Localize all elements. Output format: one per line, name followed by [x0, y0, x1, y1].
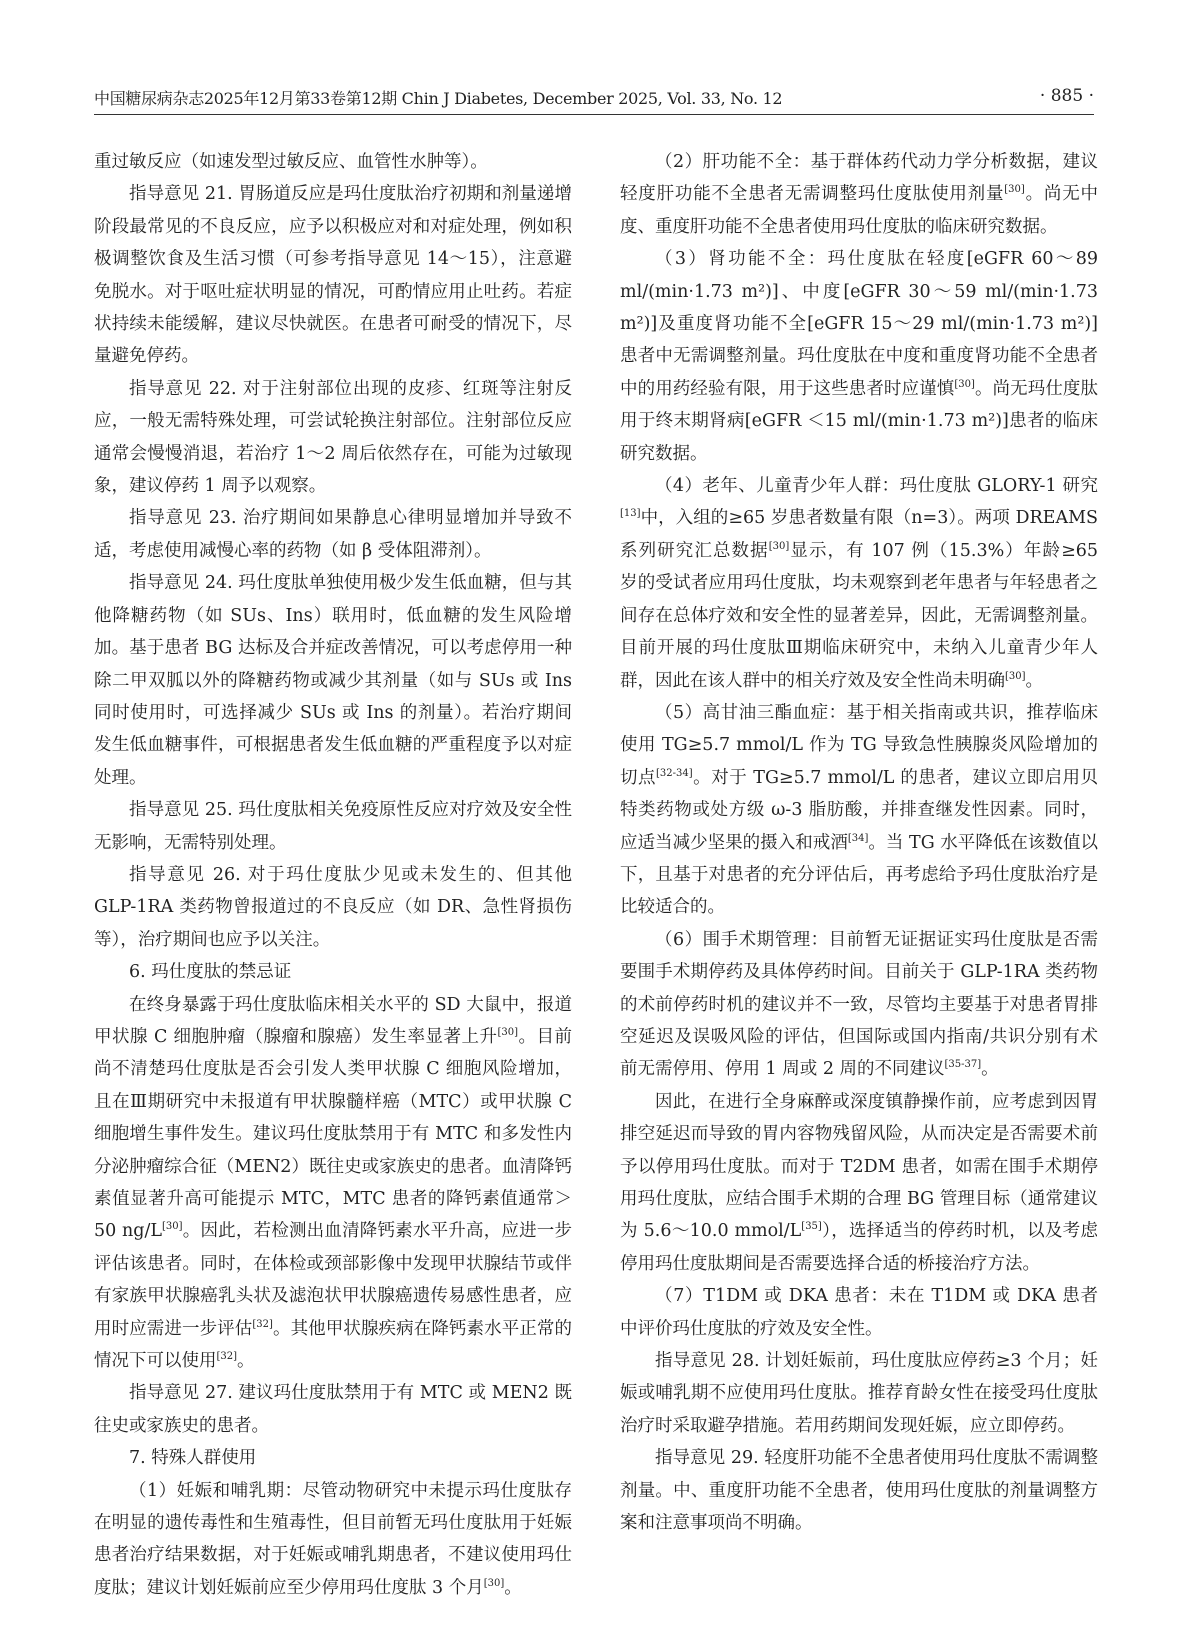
left-column	[94, 146, 572, 1604]
paragraph: 因此，在进行全身麻醉或深度镇静操作前，应考虑到因胃排空延迟而导致的胃内容物残留风险，从而决定是否需要术前予以停用玛仕度肽。而对于 T2DM 患者，如需在围手术期停用玛仕度肽，应结合围手术期的合理 BG 管理目标（通常建议为 5.6～10.0 mmol/L[35]），选择适当的停药时机，以及考虑停用玛仕度肽期间是否需要选择合适的桥接治疗方法。	[620, 1091, 1098, 1274]
page-number: · 885 ·	[1039, 86, 1094, 106]
paragraph: 指导意见 24. 玛仕度肽单独使用极少发生低血糖，但与其他降糖药物（如 SUs、Ins）联用时，低血糖的发生风险增加。基于患者 BG 达标及合并症改善情况，可以考虑停用一种除二甲双胍以外的降糖药物或减少其剂量（如与 SUs 或 Ins 同时使用时，可选择减少 SUs 或 Ins 的剂量）。若治疗期间发生低血糖事件，可根据患者发生低血糖的严重程度予以对症处理。	[94, 573, 572, 788]
paragraph: 指导意见 28. 计划妊娠前，玛仕度肽应停药≥3 个月；妊娠或哺乳期不应使用玛仕度肽。推荐育龄女性在接受玛仕度肽治疗时采取避孕措施。若用药期间发现妊娠，应立即停药。	[620, 1351, 1098, 1436]
paragraph: 指导意见 26. 对于玛仕度肽少见或未发生的、但其他 GLP-1RA 类药物曾报道过的不良反应（如 DR、急性肾损伤等），治疗期间也应予以关注。	[94, 864, 572, 950]
paragraph: （3）肾功能不全：玛仕度肽在轻度[eGFR 60～89 ml/(min·1.73 m²)]、中度[eGFR 30～59 ml/(min·1.73 m²)]及重度肾功能不全[eGFR 15～29 ml/(min·1.73 m²)]患者中无需调整剂量。玛仕度肽在中度和重度肾功能不全患者中的用药经验有限，用于这些患者时应谨慎[30]。尚无玛仕度肽用于终末期肾病[eGFR ＜15 ml/(min·1.73 m²)]患者的临床研究数据。	[620, 249, 1099, 464]
citation-ref: [35-37]	[944, 1059, 982, 1071]
citation-ref: [30]	[497, 1027, 519, 1039]
citation-ref: [32-34]	[656, 767, 693, 779]
running-header	[94, 82, 1094, 114]
paragraph: （5）高甘油三酯血症：基于相关指南或共识，推荐临床使用 TG≥5.7 mmol/L 作为 TG 导致急性胰腺炎风险增加的切点[32-34]。对于 TG≥5.7 mmol/L 的患者，建议立即启用贝特类药物或处方级 ω-3 脂肪酸，并排查继发性因素。同时，应适当减少坚果的摄入和戒酒[34]。当 TG 水平降低在该数值以下，且基于对患者的充分评估后，再考虑给予玛仕度肽治疗是比较适合的。	[620, 702, 1099, 918]
section-heading: 7. 特殊人群使用	[129, 1448, 257, 1469]
paragraph: （2）肝功能不全：基于群体药代动力学分析数据，建议轻度肝功能不全患者无需调整玛仕度肽使用剂量[30]。尚无中度、重度肝功能不全患者使用玛仕度肽的临床研究数据。	[620, 152, 1099, 237]
paragraph: 指导意见 29. 轻度肝功能不全患者使用玛仕度肽不需调整剂量。中、重度肝功能不全患者，使用玛仕度肽的剂量调整方案和注意事项尚不明确。	[620, 1448, 1098, 1534]
paragraph: 指导意见 25. 玛仕度肽相关免疫原性反应对疗效及安全性无影响，无需特别处理。	[94, 800, 572, 853]
paragraph: （6）围手术期管理：目前暂无证据证实玛仕度肽是否需要围手术期停药及具体停药时间。目前关于 GLP-1RA 类药物的术前停药时机的建议并不一致，尽管均主要基于对患者胃排空延迟及误吸风险的评估，但国际或国内指南/共识分别有术前无需停用、停用 1 周或 2 周的不同建议[35-37]。	[620, 929, 1098, 1080]
citation-ref: [30]	[954, 379, 975, 391]
citation-ref: [32]	[252, 1318, 273, 1330]
paragraph: 指导意见 23. 治疗期间如果静息心律明显增加并导致不适，考虑使用减慢心率的药物（如 β 受体阻滞剂）。	[94, 508, 572, 561]
citation-ref: [30]	[162, 1221, 183, 1233]
journal-citation: 中国糖尿病杂志2025年12月第33卷第12期 Chin J Diabetes, December 2025, Vol. 33, No. 12	[94, 89, 783, 108]
citation-ref: [30]	[1004, 184, 1025, 196]
paragraph: 指导意见 21. 胃肠道反应是玛仕度肽治疗初期和剂量递增阶段最常见的不良反应，应予以积极应对和对症处理，例如积极调整饮食及生活习惯（可参考指导意见 14～15），注意避免脱水。对于呕吐症状明显的情况，可酌情应用止吐药。若症状持续未能缓解，建议尽快就医。在患者可耐受的情况下，尽量避免停药。	[94, 184, 572, 367]
citation-ref: [13]	[620, 508, 641, 520]
section-heading: 6. 玛仕度肽的禁忌证	[129, 962, 292, 983]
citation-ref: [30]	[483, 1578, 505, 1590]
citation-ref: [30]	[768, 541, 790, 553]
paragraph: 重过敏反应（如速发型过敏反应、血管性水肿等）。	[94, 152, 488, 172]
paragraph: 指导意见 22. 对于注射部位出现的皮疹、红斑等注射反应，一般无需特殊处理，可尝试轮换注射部位。注射部位反应通常会慢慢消退，若治疗 1～2 周后依然存在，可能为过敏现象，建议停药 1 周予以观察。	[94, 378, 572, 497]
citation-ref: [30]	[1005, 670, 1026, 682]
citation-ref: [32]	[216, 1351, 238, 1363]
citation-ref: [35]	[801, 1221, 822, 1233]
paragraph: 指导意见 27. 建议玛仕度肽禁用于有 MTC 或 MEN2 既往史或家族史的患者。	[94, 1383, 572, 1436]
paragraph: 在终身暴露于玛仕度肽临床相关水平的 SD 大鼠中，报道甲状腺 C 细胞肿瘤（腺瘤和腺癌）发生率显著上升[30]。目前尚不清楚玛仕度肽是否会引发人类甲状腺 C 细胞风险增加，且在Ⅲ期研究中未报道有甲状腺髓样癌（MTC）或甲状腺 C 细胞增生事件发生。建议玛仕度肽禁用于有 MTC 和多发性内分泌肿瘤综合征（MEN2）既往史或家族史的患者。血清降钙素值显著升高可能提示 MTC，MTC 患者的降钙素值通常＞50 ng/L[30]。因此，若检测出血清降钙素水平升高，应进一步评估该患者。同时，在体检或颈部影像中发现甲状腺结节或伴有家族甲状腺癌乳头状及滤泡状甲状腺癌遗传易感性患者，应用时应需进一步评估[32]。其他甲状腺疾病在降钙素水平正常的情况下可以使用[32]。	[94, 994, 573, 1372]
right-column	[620, 146, 1098, 1539]
citation-ref: [34]	[847, 832, 869, 844]
paragraph: （4）老年、儿童青少年人群：玛仕度肽 GLORY-1 研究[13]中，入组的≥65 岁患者数量有限（n=3）。两项 DREAMS 系列研究汇总数据[30]显示，有 107 例（15.3%）年龄≥65 岁的受试者应用玛仕度肽，均未观察到老年患者与年轻患者之间存在总体疗效和安全性的显著差异，因此，无需调整剂量。目前开展的玛仕度肽Ⅲ期临床研究中，未纳入儿童青少年人群，因此在该人群中的相关疗效及安全性尚未明确[30]。	[620, 476, 1098, 691]
header-rule	[94, 114, 1094, 115]
paragraph: （7）T1DM 或 DKA 患者：未在 T1DM 或 DKA 患者中评价玛仕度肽的疗效及安全性。	[620, 1286, 1098, 1339]
paragraph: （1）妊娠和哺乳期：尽管动物研究中未提示玛仕度肽存在明显的遗传毒性和生殖毒性，但目前暂无玛仕度肽用于妊娠患者治疗结果数据，对于妊娠或哺乳期患者，不建议使用玛仕度肽；建议计划妊娠前应至少停用玛仕度肽 3 个月[30]。	[94, 1480, 572, 1598]
